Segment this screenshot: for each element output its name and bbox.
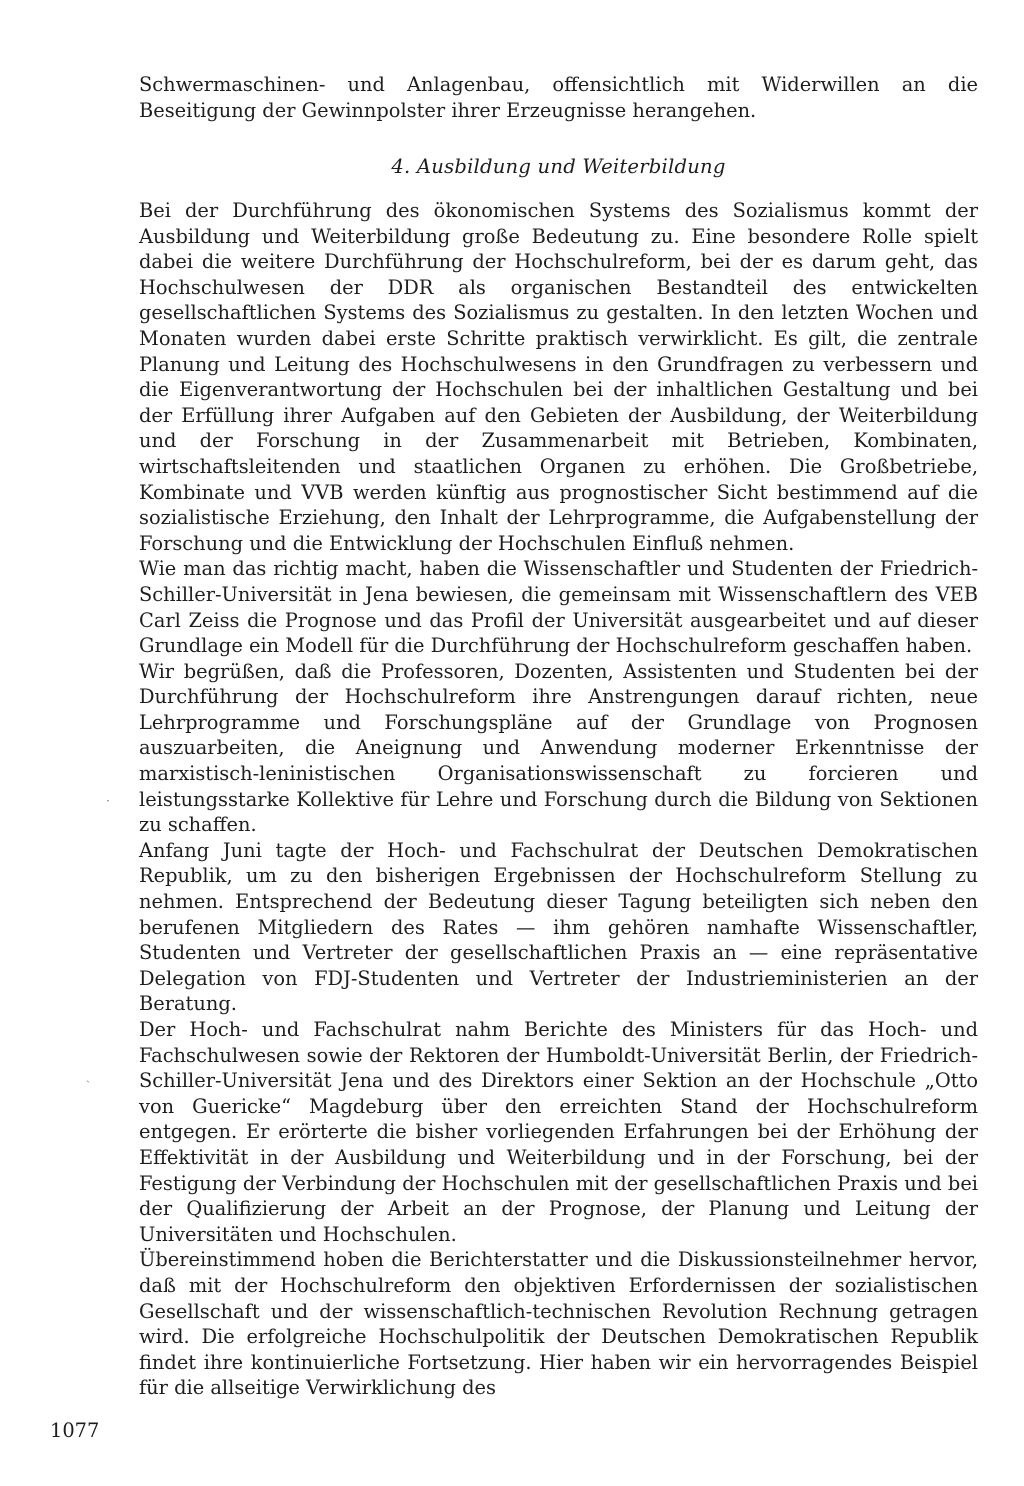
scan-speck: ˏ [86, 1069, 90, 1083]
scan-speck: · [106, 794, 110, 808]
paragraph: Wir begrüßen, daß die Professoren, Dozenten, Assistenten und Studenten bei der Durchführung der Hochschulreform ihre Anstrengungen darauf richten, neue Lehrprogramme und Forschungspläne auf der Grundlage von Prognosen auszuarbeiten, die Aneignung und Anwendung moderner Erkenntnisse der marxistisch-leninistischen Organisationswissenschaft zu forcieren und leistungsstarke Kollektive für Lehre und Forschung durch die Bildung von Sektionen zu schaffen. [139, 659, 978, 837]
paragraph: Der Hoch- und Fachschulrat nahm Berichte des Ministers für das Hoch- und Fachschulwesen sowie der Rektoren der Humboldt-Universität Berlin, der Friedrich-Schiller-Universität Jena und des Direktors einer Sektion an der Hochschule „Otto von Guericke“ Magdeburg über den erreichten Stand der Hochschulreform entgegen. Er erörterte die bisher vorliegenden Erfahrungen bei der Erhöhung der Effektivität in der Ausbildung und Weiterbildung und in der Forschung, bei der Festigung der Verbindung der Hochschulen mit der gesellschaftlichen Praxis und bei der Qualifizierung der Arbeit an der Prognose, der Planung und Leitung der Universitäten und Hochschulen. [139, 1018, 978, 1246]
section-heading: 4. Ausbildung und Weiterbildung [391, 155, 726, 178]
body-text [139, 198, 978, 1401]
paragraph: Wie man das richtig macht, haben die Wissenschaftler und Studenten der Friedrich-Schiller-Universität in Jena bewiesen, die gemeinsam mit Wissenschaftlern des VEB Carl Zeiss die Prognose und das Profil der Universität ausgearbeitet und auf dieser Grundlage ein Modell für die Durchführung der Hochschulreform geschaffen haben. [139, 557, 978, 658]
page-number: 1077 [50, 1419, 100, 1442]
continuation-paragraph: Schwermaschinen- und Anlagenbau, offensichtlich mit Widerwillen an die Beseitigung der Gewinnpolster ihrer Erzeugnisse herangehen. [139, 73, 978, 122]
paragraph: Übereinstimmend hoben die Berichterstatter und die Diskussionsteilnehmer hervor, daß mit der Hochschulreform den objektiven Erfordernissen der sozialistischen Gesellschaft und der wissenschaftlich-technischen Revolution Rechnung getragen wird. Die erfolgreiche Hochschulpolitik der Deutschen Demokratischen Republik findet ihre kontinuierliche Fortsetzung. Hier haben wir ein hervorragendes Beispiel für die allseitige Verwirklichung des [139, 1248, 978, 1400]
paragraph: Bei der Durchführung des ökonomischen Systems des Sozialismus kommt der Ausbildung und Weiterbildung große Bedeutung zu. Eine besondere Rolle spielt dabei die weitere Durchführung der Hochschulreform, bei der es darum geht, das Hochschulwesen der DDR als organischen Bestandteil des entwickelten gesellschaftlichen Systems des Sozialismus zu gestalten. In den letzten Wochen und Monaten wurden dabei erste Schritte praktisch verwirklicht. Es gilt, die zentrale Planung und Leitung des Hochschulwesens in den Grundfragen zu verbessern und die Eigenverantwortung der Hochschulen bei der inhaltlichen Gestaltung und bei der Erfüllung ihrer Aufgaben auf den Gebieten der Ausbildung, der Weiterbildung und der Forschung in der Zusammenarbeit mit Betrieben, Kombinaten, wirtschaftsleitenden und staatlichen Organen zu erhöhen. Die Großbetriebe, Kombinate und VVB werden künftig aus prognostischer Sicht bestimmend auf die sozialistische Erziehung, den Inhalt der Lehrprogramme, die Aufgabenstellung der Forschung und die Entwicklung der Hochschulen Einfluß nehmen. [139, 199, 978, 555]
paragraph: Anfang Juni tagte der Hoch- und Fachschulrat der Deutschen Demokratischen Republik, um zu den bisherigen Ergebnissen der Hochschulreform Stellung zu nehmen. Entsprechend der Bedeutung dieser Tagung beteiligten sich neben den berufenen Mitgliedern des Rates — ihm gehören namhafte Wissenschaftler, Studenten und Vertreter der gesellschaftlichen Praxis an — eine repräsentative Delegation von FDJ-Studenten und Vertreter der Industrieministerien an der Beratung. [139, 838, 978, 1016]
